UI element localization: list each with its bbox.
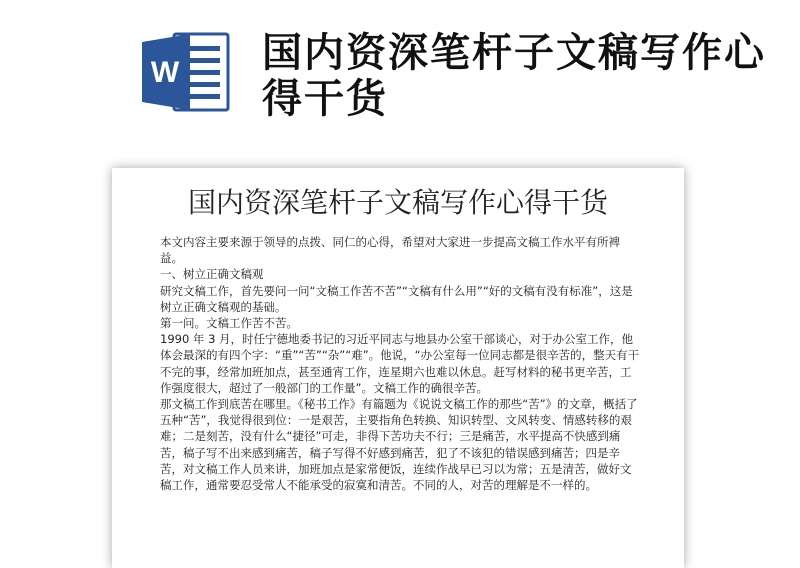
question-heading: 第一问。文稿工作苦不苦。 — [160, 316, 298, 331]
document-page — [112, 168, 684, 568]
document-title: 国内资深笔杆子文稿写作心得干货 — [187, 186, 608, 219]
section-heading: 一、树立正确文稿观 — [160, 267, 264, 282]
paragraph: 研究文稿工作，首先要问一问“文稿工作苦不苦”“文稿有什么用”“好的文稿有没有标准”，这是树立正确文稿观的基础。 — [160, 283, 633, 314]
paragraph: 1990 年 3 月，时任宁德地委书记的习近平同志与地县办公室干部谈心，对于办公室工作，他体会最深的有四个字：“重”“苦”“杂”“难”。他说，“办公室每一位同志都是很辛苦的，整天有干不完的事，经常加班加点，甚至通宵工作，连星期六也难以休息。赶写材料的秘书更辛苦，工作强度很大，超过了一般部门的工作量”。文稿工作的确很辛苦。 — [160, 332, 640, 395]
banner-title: 国内资深笔杆子文稿写作心得干货 — [262, 30, 766, 122]
svg-text:W: W — [150, 56, 180, 89]
paragraph-intro: 本文内容主要来源于领导的点拨、同仁的心得，希望对大家进一步提高文稿工作水平有所裨益。 — [160, 235, 620, 266]
document-body — [160, 234, 642, 493]
word-document-icon — [140, 30, 232, 114]
paragraph: 那文稿工作到底苦在哪里。《秘书工作》有篇题为《说说文稿工作的那些“苦”》的文章，概括了五种“苦”，我觉得很到位：一是艰苦，主要指角色转换、知识转型、文风转变、情感转移的艰难；二是刻苦，没有什么“捷径”可走，非得下苦功夫不行；三是痛苦，水平提高不快感到痛苦，稿子写不出来感到痛苦，稿子写得不好感到痛苦，犯了不该犯的错误感到痛苦；四是辛苦，对文稿工作人员来讲，加班加点是家常便饭，连续作战早已习以为常；五是清苦，做好文稿工作，通常要忍受常人不能承受的寂寞和清苦。不同的人，对苦的理解是不一样的。 — [160, 397, 638, 493]
header-banner — [0, 0, 800, 150]
